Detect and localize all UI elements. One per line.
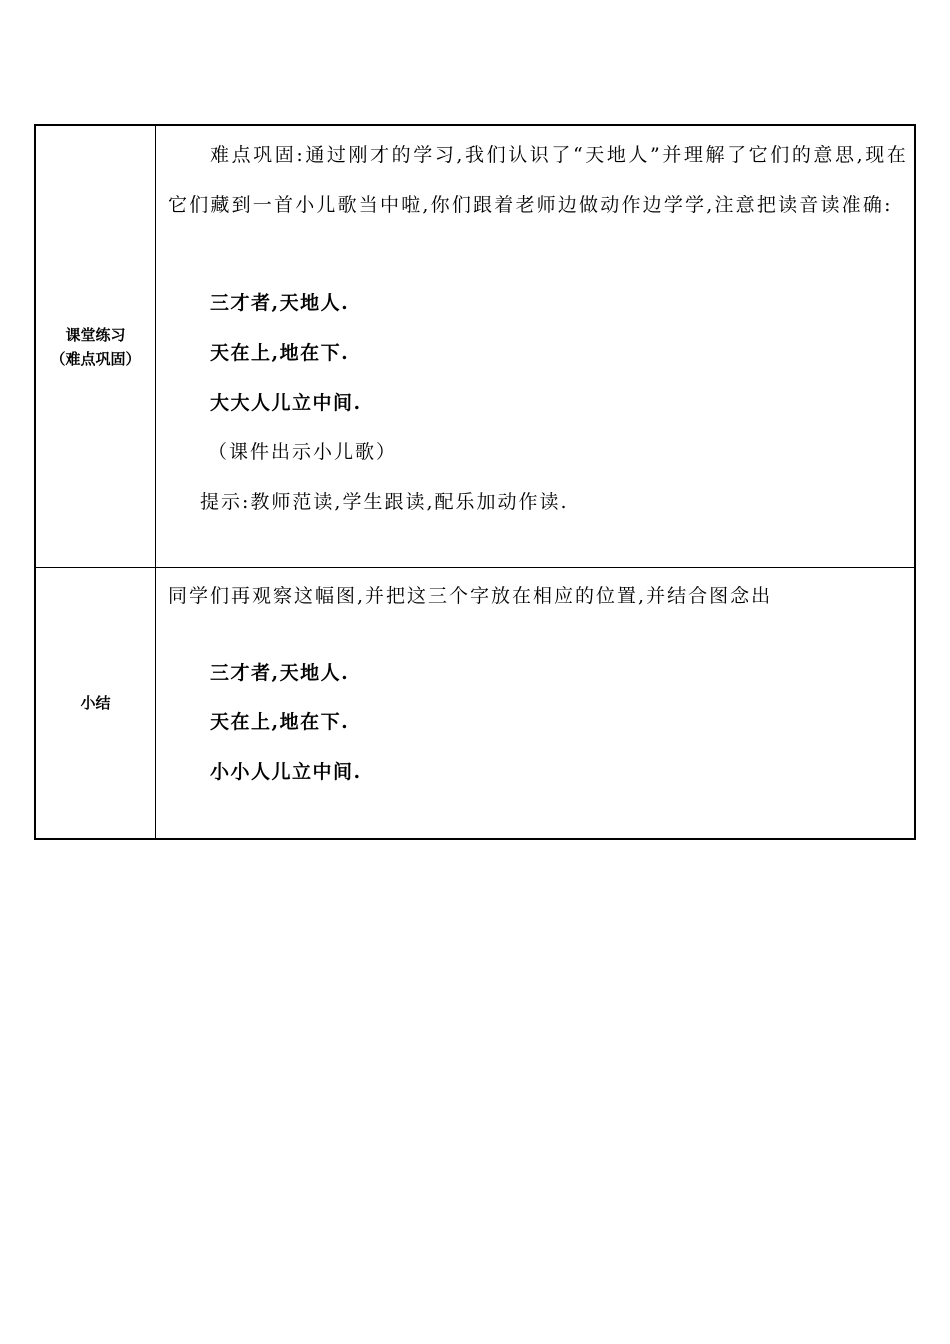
practice-label-cell <box>35 125 156 568</box>
summary-label-cell <box>35 568 156 840</box>
practice-intro: 难点巩固:通过刚才的学习,我们认识了“天地人”并理解了它们的意思,现在它们藏到一首小儿歌当中啦,你们跟着老师边做动作边学学,注意把读音读准确: <box>168 144 908 216</box>
summary-verse-3: 小小人儿立中间. <box>210 761 362 783</box>
courseware-note: （课件出示小儿歌） <box>208 441 398 463</box>
summary-intro: 同学们再观察这幅图,并把这三个字放在相应的位置,并结合图念出 <box>168 585 773 607</box>
summary-label: 小结 <box>80 694 111 712</box>
summary-verse-1: 三才者,天地人. <box>210 662 350 684</box>
practice-verse-1: 三才者,天地人. <box>210 292 350 314</box>
practice-verse-3: 大大人儿立中间. <box>210 392 362 414</box>
practice-row <box>35 125 915 568</box>
summary-row <box>35 568 915 840</box>
practice-label: 课堂练习 <box>65 325 126 344</box>
practice-verse-2: 天在上,地在下. <box>210 342 350 364</box>
summary-content-cell <box>156 568 916 840</box>
summary-verse-2: 天在上,地在下. <box>210 711 350 733</box>
teaching-tip: 提示:教师范读,学生跟读,配乐加动作读. <box>200 491 569 513</box>
practice-sublabel: （难点巩固） <box>50 349 141 368</box>
practice-content-cell <box>156 125 916 568</box>
lesson-table <box>34 124 916 840</box>
